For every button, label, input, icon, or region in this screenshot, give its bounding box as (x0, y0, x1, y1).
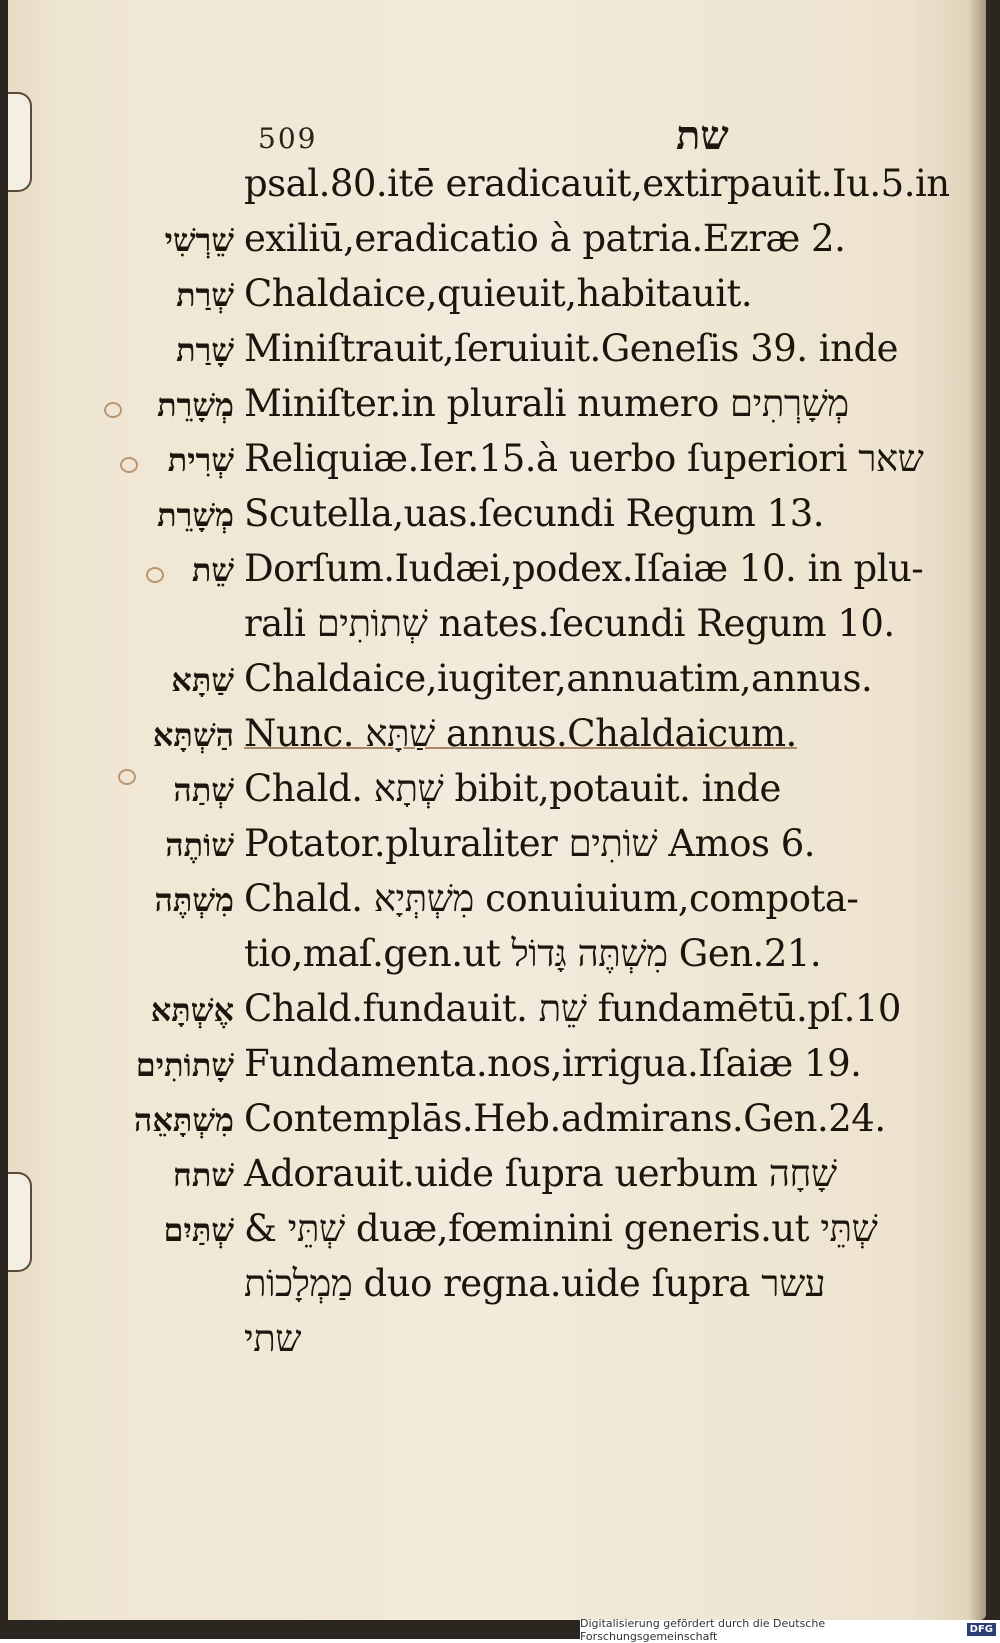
hebrew-headword: שׁוֹתֶה (165, 826, 234, 864)
margin-mark (118, 769, 136, 785)
margin-mark (104, 402, 122, 418)
entry-text: psal.80.itē eradicauit,extirpauit.Iu.5.in (244, 162, 950, 205)
hebrew-headword: שְׁתַּיִם (163, 1211, 234, 1249)
entry-line (8, 710, 986, 765)
entry-text: מַמְלָכוֹת duo regna.uide ſupra עשר (244, 1262, 826, 1305)
entry-line (8, 930, 986, 985)
folio-number: 509 (258, 122, 318, 155)
entry-line (8, 160, 986, 215)
entry-text: Chaldaice,iugiter,annuatim,annus. (244, 657, 873, 700)
entry-text: & שְׁתֵּי duæ,fœminini generis.ut שְׁתֵּי (244, 1207, 878, 1250)
hebrew-headword: שֵׁרְשִׁי (164, 221, 234, 259)
hebrew-headword: אֶשְׁתָּא (150, 991, 234, 1029)
entry-text: rali שְׁתוֹתִים nates.ſecundi Regum 10. (244, 602, 895, 645)
hebrew-headword: שׁתח (172, 1156, 234, 1194)
entry-text: שתי (244, 1317, 301, 1360)
dfg-logo: DFG (967, 1623, 996, 1636)
entry-line (8, 270, 986, 325)
entry-text: Miniſter.in plurali numero מְשָׁרְתִים (244, 382, 849, 425)
entry-line (8, 985, 986, 1040)
hebrew-headword: מְשָׁרֵת (157, 386, 234, 424)
entry-line (8, 820, 986, 875)
entry-line (8, 655, 986, 710)
entry-text: Miniſtrauit,ſeruiuit.Geneſis 39. inde (244, 327, 899, 370)
entry-text: Dorſum.Iudæi,podex.Iſaiæ 10. in plu- (244, 547, 924, 590)
entry-line (8, 875, 986, 930)
entry-text: Chald. מִשְׁתְּיָא conuiuium,compota- (244, 877, 859, 920)
entry-line (8, 325, 986, 380)
margin-mark (120, 457, 138, 473)
hebrew-headword: מִשְׁתֶּה (154, 881, 234, 919)
entry-text: Chald. שְׁתָא bibit,potauit. inde (244, 767, 781, 810)
entry-line (8, 380, 986, 435)
hebrew-headword: הַשְׁתָּא (152, 716, 234, 754)
entry-text: Chaldaice,quieuit,habitauit. (244, 272, 753, 315)
entry-line (8, 1205, 986, 1260)
hebrew-headword: שָׁתוֹתִים (135, 1046, 234, 1084)
entry-text: Scutella,uas.ſecundi Regum 13. (244, 492, 824, 535)
running-head: שת (676, 112, 729, 159)
entry-line (8, 490, 986, 545)
entry-line (8, 435, 986, 490)
hebrew-headword: שֵׁת (191, 551, 234, 589)
entry-text: Adorauit.uide ſupra uerbum שָׁחָה (244, 1152, 837, 1195)
hebrew-headword: שָׁרַת (176, 331, 234, 369)
digitization-credit (580, 1616, 1000, 1643)
entry-line (8, 1315, 986, 1370)
entry-text: Fundamenta.nos,irrigua.Iſaiæ 19. (244, 1042, 862, 1085)
entry-line (8, 1260, 986, 1315)
margin-mark (146, 567, 164, 583)
book-page (8, 0, 986, 1620)
dictionary-entries (8, 160, 986, 1370)
hebrew-headword: שְׁרִית (167, 441, 234, 479)
entry-line (8, 215, 986, 270)
hebrew-headword: מִשְׁתָּאֵה (133, 1101, 234, 1139)
entry-text: tio,maſ.gen.ut מִשְׁתֶּה גָּדוֹל Gen.21. (244, 932, 822, 975)
entry-line (8, 1095, 986, 1150)
hebrew-headword: מְשָׁרֵת (157, 496, 234, 534)
entry-text: Contemplās.Heb.admirans.Gen.24. (244, 1097, 886, 1140)
entry-text: exiliū,eradicatio à patria.Ezræ 2. (244, 217, 846, 260)
entry-line (8, 1040, 986, 1095)
entry-text: Chald.fundauit. שֵׁת fundamētū.pſ.10 (244, 987, 901, 1030)
entry-text: Nunc. שַׁתָּא annus.Chaldaicum. (244, 712, 797, 755)
entry-line (8, 545, 986, 600)
hebrew-headword: שְׁתַה (173, 771, 234, 809)
hebrew-headword: שְׁרַת (176, 276, 234, 314)
entry-text: Reliquiæ.Ier.15.à uerbo ſuperiori שאר (244, 437, 924, 480)
entry-line (8, 600, 986, 655)
credit-text: Digitalisierung gefördert durch die Deutsche Forschungsgemeinschaft (580, 1616, 826, 1643)
entry-line (8, 765, 986, 820)
entry-text: Potator.pluraliter שׁוֹתִים Amos 6. (244, 822, 816, 865)
entry-line (8, 1150, 986, 1205)
hebrew-headword: שַׁתָּא (171, 661, 234, 699)
